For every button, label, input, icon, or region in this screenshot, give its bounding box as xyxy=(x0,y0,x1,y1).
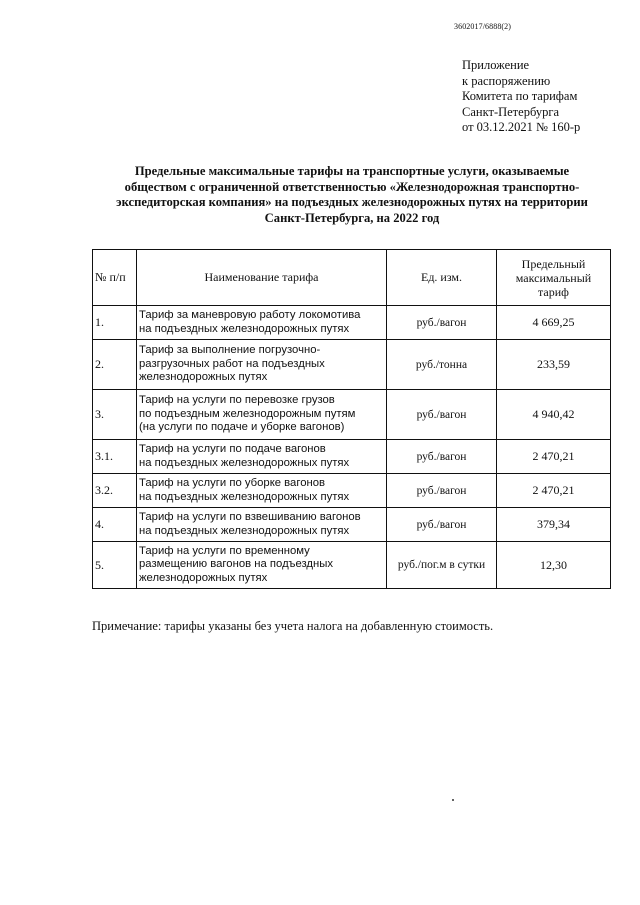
row-name-line: железнодорожных путях xyxy=(139,371,268,384)
row-num: 3.2. xyxy=(93,474,137,508)
row-unit: руб./вагон xyxy=(387,440,497,474)
header-limit-line: тариф xyxy=(538,284,569,299)
row-value: 4 940,42 xyxy=(497,390,611,440)
row-num: 3.1. xyxy=(93,440,137,474)
row-value: 233,59 xyxy=(497,340,611,390)
row-unit: руб./пог.м в сутки xyxy=(387,542,497,589)
header-limit-line: Предельный xyxy=(521,256,586,271)
row-name-line: Тариф на услуги по подаче вагонов xyxy=(139,443,326,455)
title-line: обществом с ограниченной ответственностью «Железнодорожная транспортно- xyxy=(124,179,580,194)
row-unit: руб./вагон xyxy=(387,390,497,440)
tariff-table xyxy=(92,249,611,589)
title-line: экспедиторская компания» на подъездных железнодорожных путях на территории xyxy=(116,195,588,209)
title-line: Санкт-Петербурга, на 2022 год xyxy=(264,210,440,225)
row-name xyxy=(137,542,387,589)
row-num: 5. xyxy=(93,542,137,589)
row-name-line: Тариф на услуги по взвешиванию вагонов xyxy=(139,511,361,523)
table-row xyxy=(93,306,611,340)
row-value: 379,34 xyxy=(497,508,611,542)
footnote: Примечание: тарифы указаны без учета налога на добавленную стоимость. xyxy=(92,619,494,633)
row-name-line: на подъездных железнодорожных путях xyxy=(139,456,350,469)
row-num: 1. xyxy=(93,306,137,340)
row-num: 4. xyxy=(93,508,137,542)
table-row xyxy=(93,390,611,440)
row-name-line: по подъездным железнодорожным путям xyxy=(139,407,356,420)
row-name-line: на подъездных железнодорожных путях xyxy=(139,322,350,335)
document-title xyxy=(92,164,612,226)
row-name-line: Тариф на услуги по уборке вагонов xyxy=(139,477,326,489)
appendix-line: к распоряжению xyxy=(462,73,551,88)
row-name-line: на подъездных железнодорожных путях xyxy=(139,490,350,503)
table-row xyxy=(93,440,611,474)
appendix-line: Санкт-Петербурга xyxy=(462,104,560,119)
row-name-line: Тариф на услуги по перевозке грузов xyxy=(139,394,335,407)
header-limit xyxy=(497,250,611,306)
appendix-line: от 03.12.2021 № 160-р xyxy=(462,120,581,134)
title-line: Предельные максимальные тарифы на транспортные услуги, оказываемые xyxy=(134,164,570,178)
table-row xyxy=(93,340,611,390)
appendix-line: Приложение xyxy=(462,58,530,72)
row-name-line: разгрузочных работ на подъездных xyxy=(139,357,325,370)
row-name-line: (на услуги по подаче и уборке вагонов) xyxy=(139,421,345,434)
row-name-line: на подъездных железнодорожных путях xyxy=(139,524,350,537)
row-name-line: Тариф на услуги по временному xyxy=(139,544,310,557)
scan-speck xyxy=(452,799,454,801)
row-unit: руб./вагон xyxy=(387,306,497,340)
row-value: 12,30 xyxy=(497,542,611,589)
header-unit: Ед. изм. xyxy=(387,250,497,306)
row-name xyxy=(137,306,387,340)
header-limit-line: максимальный xyxy=(515,270,592,285)
row-name xyxy=(137,508,387,542)
row-name-line: железнодорожных путях xyxy=(139,571,268,584)
header-num: № п/п xyxy=(93,250,137,306)
appendix-line: Комитета по тарифам xyxy=(462,89,578,103)
row-name-line: Тариф за выполнение погрузочно- xyxy=(139,344,321,357)
row-num: 2. xyxy=(93,340,137,390)
row-name-line: размещению вагонов на подъездных xyxy=(139,558,334,571)
table-row xyxy=(93,542,611,589)
row-value: 2 470,21 xyxy=(497,474,611,508)
document-code: 3602017/6888(2) xyxy=(454,22,512,31)
row-unit: руб./вагон xyxy=(387,474,497,508)
row-name-line: Тариф за маневровую работу локомотива xyxy=(139,309,361,321)
row-value: 4 669,25 xyxy=(497,306,611,340)
row-name xyxy=(137,474,387,508)
row-num: 3. xyxy=(93,390,137,440)
table-row xyxy=(93,474,611,508)
row-name xyxy=(137,390,387,440)
header-name: Наименование тарифа xyxy=(137,250,387,306)
table-header-row xyxy=(93,250,611,306)
row-name xyxy=(137,440,387,474)
row-unit: руб./тонна xyxy=(387,340,497,390)
row-name xyxy=(137,340,387,390)
row-value: 2 470,21 xyxy=(497,440,611,474)
row-unit: руб./вагон xyxy=(387,508,497,542)
appendix-block xyxy=(462,58,580,136)
table-row xyxy=(93,508,611,542)
